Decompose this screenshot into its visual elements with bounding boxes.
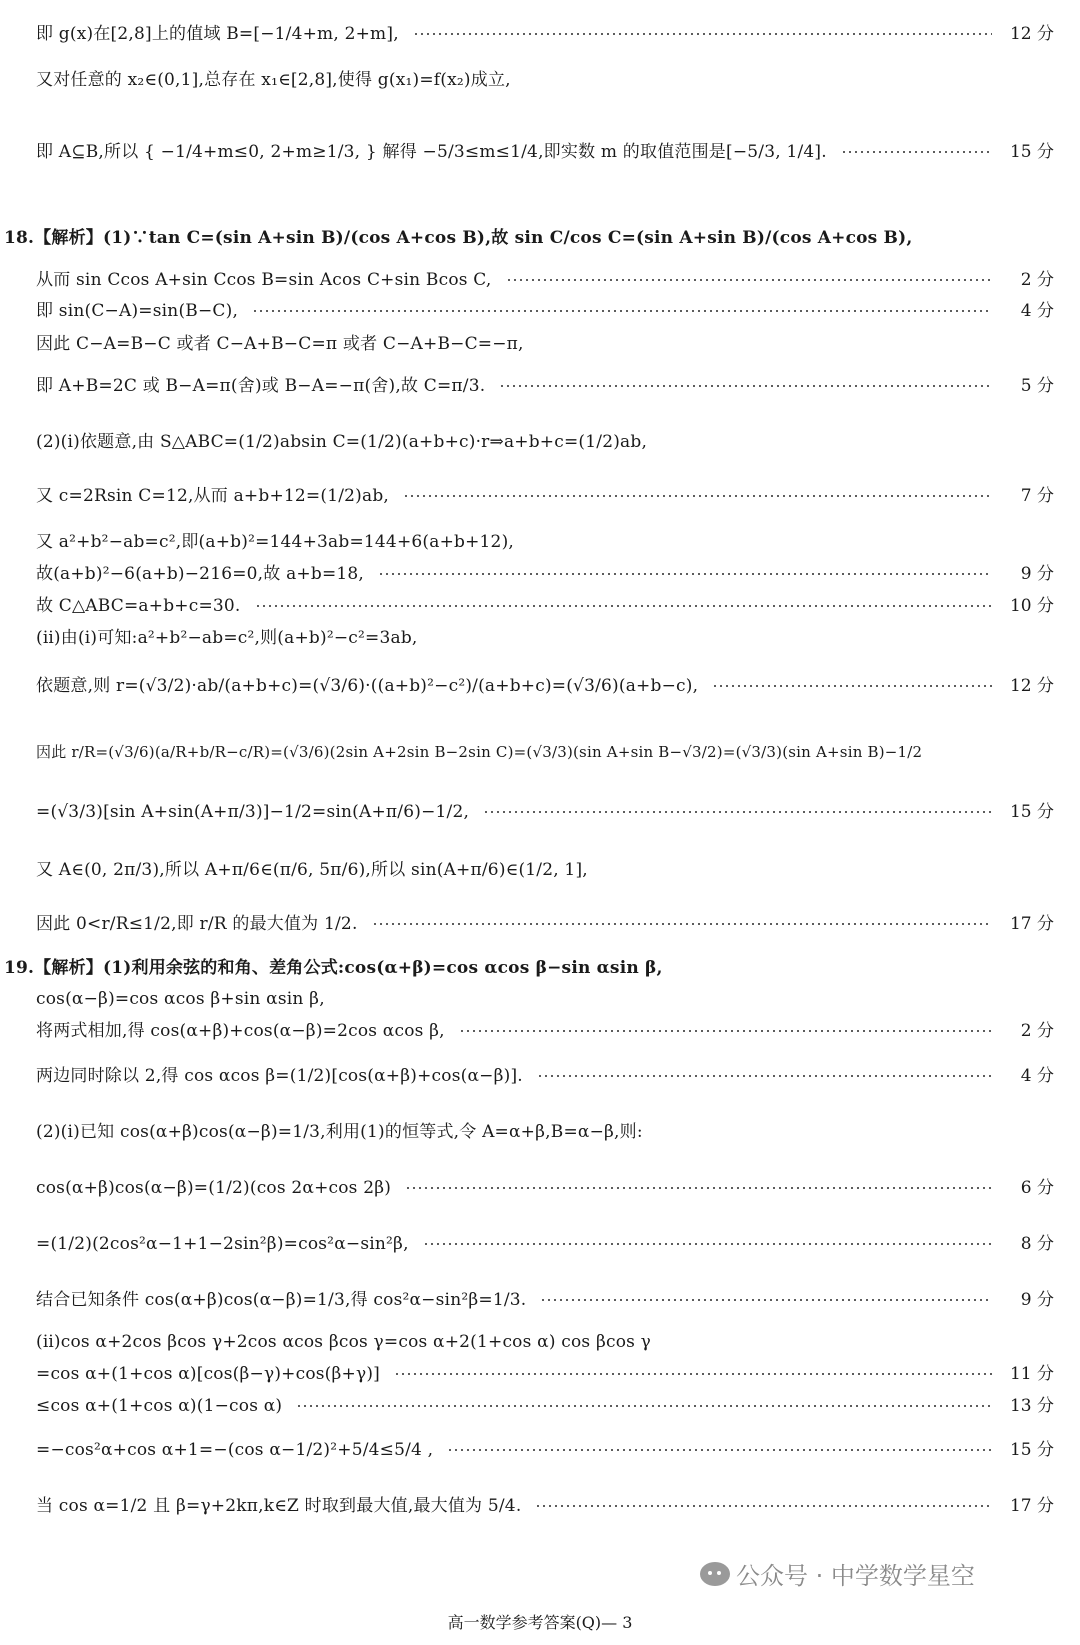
- answer-line: [0, 1064, 1080, 1088]
- leader-dots: [405, 1187, 992, 1189]
- answer-line: [0, 594, 1080, 618]
- line-text: 即 sin(C−A)=sin(B−C),: [36, 301, 239, 321]
- leader-dots: [413, 33, 992, 35]
- line-text: 即 A+B=2C 或 B−A=π(舍)或 B−A=−π(舍),故 C=π/3.: [36, 376, 486, 396]
- line-text: 当 cos α=1/2 且 β=γ+2kπ,k∈Z 时取到最大值,最大值为 5/4.: [36, 1496, 522, 1516]
- line-text: (ⅱ)由(ⅰ)可知:a²+b²−ab=c²,则(a+b)²−c²=3ab,: [36, 628, 418, 648]
- answer-line: [0, 374, 1080, 398]
- leader-dots: [403, 495, 992, 497]
- answer-line: [0, 140, 1080, 164]
- leader-dots: [712, 685, 992, 687]
- answer-line: [0, 1362, 1080, 1386]
- line-text: =−cos²α+cos α+1=−(cos α−1/2)²+5/4≤5/4 ,: [36, 1440, 434, 1460]
- line-text: =(1/2)(2cos²α−1+1−2sin²β)=cos²α−sin²β,: [36, 1234, 409, 1254]
- leader-dots: [296, 1405, 992, 1407]
- leader-dots: [499, 385, 992, 387]
- answer-line: [0, 1232, 1080, 1256]
- line-text: 18.【解析】(1)∵tan C=(sin A+sin B)/(cos A+cos B),故 sin C/cos C=(sin A+sin B)/(cos A+cos B),: [4, 228, 913, 248]
- leader-dots: [394, 1373, 992, 1375]
- answer-line: [0, 332, 1080, 356]
- leader-dots: [423, 1243, 992, 1245]
- score-label: 15 分: [1009, 1440, 1054, 1460]
- score-label: 9 分: [1020, 1290, 1054, 1310]
- line-text: ≤cos α+(1+cos α)(1−cos α): [36, 1396, 283, 1416]
- question-18-header: [0, 226, 1080, 250]
- line-text: 即 g(x)在[2,8]上的值域 B=[−1/4+m, 2+m],: [36, 24, 399, 44]
- leader-dots: [506, 279, 993, 281]
- line-text: 因此 r/R=(√3/6)(a/R+b/R−c/R)=(√3/6)(2sin A+2sin B−2sin C)=(√3/3)(sin A+sin B−√3/2)=(√3/3)(sin A+sin B)−1/2: [36, 743, 923, 761]
- line-text: 从而 sin Ccos A+sin Ccos B=sin Acos C+sin Bcos C,: [36, 270, 492, 290]
- answer-line: [0, 1494, 1080, 1518]
- line-text: 故(a+b)²−6(a+b)−216=0,故 a+b=18,: [36, 564, 365, 584]
- score-label: 6 分: [1020, 1178, 1054, 1198]
- answer-line: [0, 1288, 1080, 1312]
- score-label: 9 分: [1020, 564, 1054, 584]
- answer-line: [0, 299, 1080, 323]
- score-label: 15 分: [1009, 142, 1054, 162]
- leader-dots: [841, 151, 992, 153]
- answer-line: [0, 626, 1080, 650]
- answer-line: [0, 912, 1080, 936]
- answer-line: [0, 1120, 1080, 1144]
- score-label: 12 分: [1009, 676, 1054, 696]
- watermark-text: 公众号 · 中学数学星空: [736, 1562, 975, 1590]
- score-label: 11 分: [1009, 1364, 1054, 1384]
- score-label: 12 分: [1009, 24, 1054, 44]
- line-text: 即 A⊆B,所以 { −1/4+m≤0, 2+m≥1/3, } 解得 −5/3≤m≤1/4,即实数 m 的取值范围是[−5/3, 1/4].: [36, 142, 827, 162]
- line-text: 因此 C−A=B−C 或者 C−A+B−C=π 或者 C−A+B−C=−π,: [36, 334, 524, 354]
- leader-dots: [447, 1449, 992, 1451]
- score-label: 5 分: [1020, 376, 1054, 396]
- line-text: =cos α+(1+cos α)[cos(β−γ)+cos(β+γ)]: [36, 1364, 381, 1384]
- line-text: (2)(ⅰ)已知 cos(α+β)cos(α−β)=1/3,利用(1)的恒等式,令 A=α+β,B=α−β,则:: [36, 1122, 643, 1142]
- answer-line: [0, 562, 1080, 586]
- score-label: 8 分: [1020, 1234, 1054, 1254]
- line-text: 又 a²+b²−ab=c²,即(a+b)²=144+3ab=144+6(a+b+12),: [36, 532, 515, 552]
- answer-line: [0, 800, 1080, 824]
- score-label: 17 分: [1009, 1496, 1054, 1516]
- leader-dots: [540, 1299, 992, 1301]
- page-footer: 高一数学参考答案(Q)— 3: [447, 1613, 633, 1632]
- line-text: 结合已知条件 cos(α+β)cos(α−β)=1/3,得 cos²α−sin²β=1/3.: [36, 1290, 527, 1310]
- answer-line: [0, 740, 1080, 764]
- answer-line: [0, 858, 1080, 882]
- line-text: 又 c=2Rsin C=12,从而 a+b+12=(1/2)ab,: [36, 486, 390, 506]
- line-text: (ⅱ)cos α+2cos βcos γ+2cos αcos βcos γ=cos α+2(1+cos α) cos βcos γ: [36, 1332, 652, 1352]
- score-label: 15 分: [1009, 802, 1054, 822]
- leader-dots: [372, 923, 992, 925]
- leader-dots: [537, 1075, 992, 1077]
- wechat-icon: [700, 1562, 730, 1586]
- answer-line: [0, 674, 1080, 698]
- score-label: 7 分: [1020, 486, 1054, 506]
- line-text: cos(α−β)=cos αcos β+sin αsin β,: [36, 989, 325, 1009]
- watermark: [700, 1556, 975, 1591]
- line-text: 故 C△ABC=a+b+c=30.: [36, 596, 241, 616]
- line-text: 又对任意的 x₂∈(0,1],总存在 x₁∈[2,8],使得 g(x₁)=f(x₂)成立,: [36, 70, 511, 90]
- answer-line: [0, 987, 1080, 1011]
- score-label: 10 分: [1009, 596, 1054, 616]
- leader-dots: [255, 605, 992, 607]
- line-text: (2)(ⅰ)依题意,由 S△ABC=(1/2)absin C=(1/2)(a+b+c)·r⇒a+b+c=(1/2)ab,: [36, 432, 648, 452]
- line-text: 将两式相加,得 cos(α+β)+cos(α−β)=2cos αcos β,: [36, 1021, 445, 1041]
- line-text: cos(α+β)cos(α−β)=(1/2)(cos 2α+cos 2β): [36, 1178, 392, 1198]
- answer-line: [0, 1176, 1080, 1200]
- score-label: 4 分: [1020, 1066, 1054, 1086]
- line-text: 因此 0<r/R≤1/2,即 r/R 的最大值为 1/2.: [36, 914, 358, 934]
- line-text: 19.【解析】(1)利用余弦的和角、差角公式:cos(α+β)=cos αcos β−sin αsin β,: [4, 958, 663, 978]
- line-text: 两边同时除以 2,得 cos αcos β=(1/2)[cos(α+β)+cos(α−β)].: [36, 1066, 523, 1086]
- answer-line: [0, 530, 1080, 554]
- answer-line: [0, 268, 1080, 292]
- score-label: 2 分: [1020, 1021, 1054, 1041]
- score-label: 13 分: [1009, 1396, 1054, 1416]
- line-text: =(√3/3)[sin A+sin(A+π/3)]−1/2=sin(A+π/6)−1/2,: [36, 802, 470, 822]
- answer-line: [0, 1330, 1080, 1354]
- answer-line: [0, 1394, 1080, 1418]
- answer-line: [0, 1019, 1080, 1043]
- line-text: 又 A∈(0, 2π/3),所以 A+π/6∈(π/6, 5π/6),所以 sin(A+π/6)∈(1/2, 1],: [36, 860, 588, 880]
- leader-dots: [459, 1030, 992, 1032]
- leader-dots: [378, 573, 992, 575]
- score-label: 4 分: [1020, 301, 1054, 321]
- answer-line: [0, 1438, 1080, 1462]
- answer-line: [0, 484, 1080, 508]
- question-19-header: [0, 956, 1080, 980]
- answer-line: [0, 430, 1080, 454]
- answer-line: [0, 22, 1080, 46]
- leader-dots: [535, 1505, 992, 1507]
- leader-dots: [483, 811, 992, 813]
- score-label: 17 分: [1009, 914, 1054, 934]
- score-label: 2 分: [1020, 270, 1054, 290]
- line-text: 依题意,则 r=(√3/2)·ab/(a+b+c)=(√3/6)·((a+b)²−c²)/(a+b+c)=(√3/6)(a+b−c),: [36, 676, 699, 696]
- answer-line: [0, 68, 1080, 92]
- leader-dots: [252, 310, 992, 312]
